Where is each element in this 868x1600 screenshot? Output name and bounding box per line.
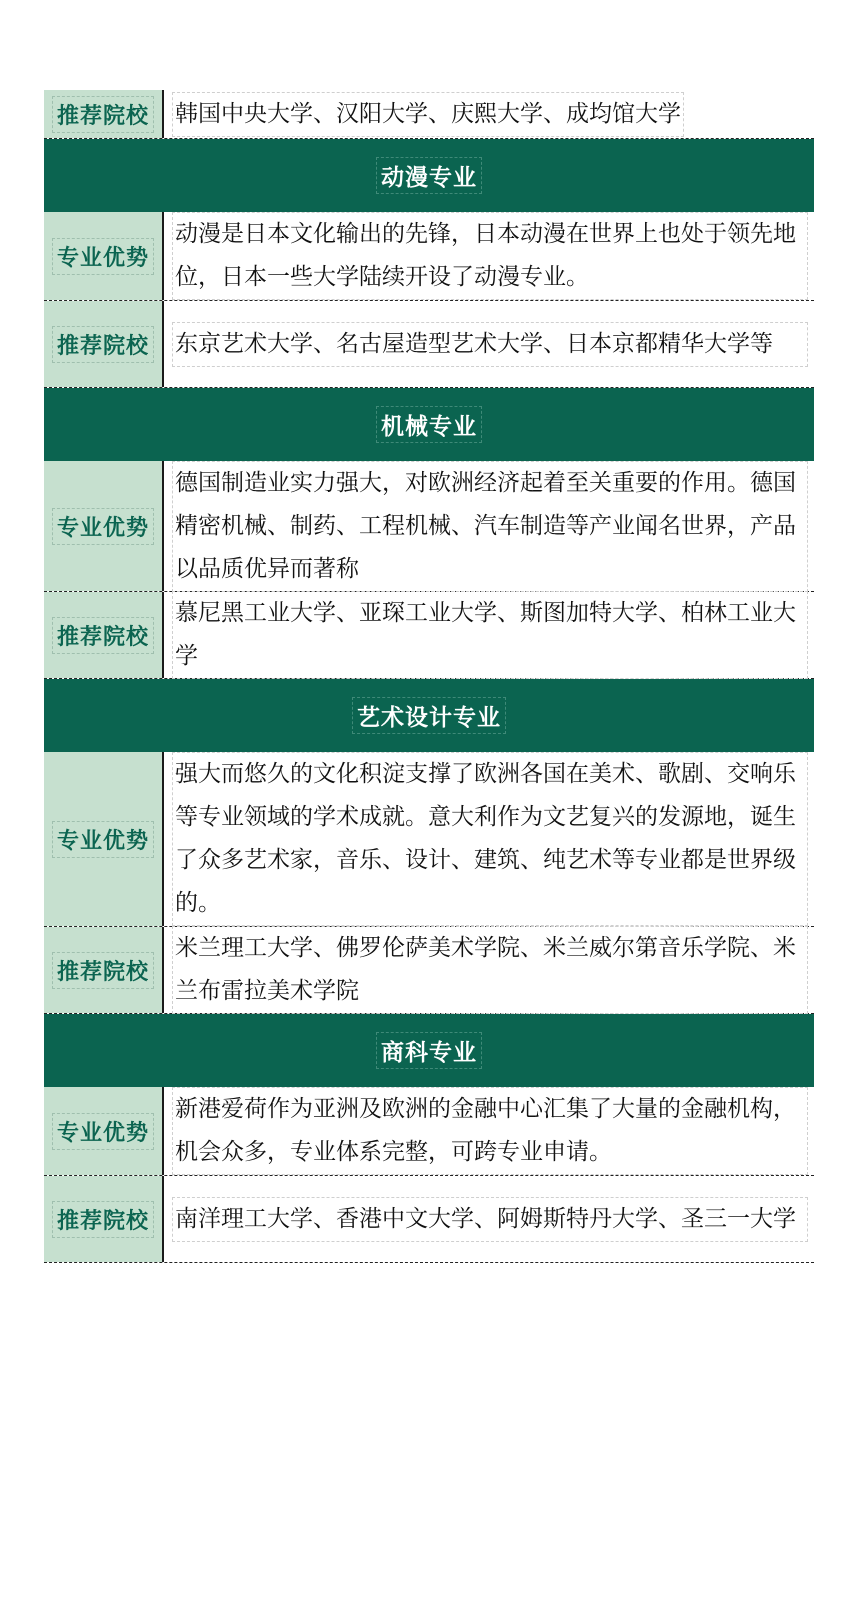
row-label bbox=[44, 461, 164, 591]
row-label bbox=[44, 927, 164, 1013]
row-label-text: 推荐院校 bbox=[52, 96, 154, 133]
row-content bbox=[164, 1176, 814, 1262]
row-content bbox=[164, 212, 814, 300]
row-content-text: 韩国中央大学、汉阳大学、庆熙大学、成均馆大学 bbox=[172, 92, 684, 137]
row-content-text: 米兰理工大学、佛罗伦萨美术学院、米兰威尔第音乐学院、米兰布雷拉美术学院 bbox=[172, 926, 808, 1014]
table-row-recommended bbox=[44, 1176, 814, 1263]
row-content bbox=[164, 301, 814, 387]
section-title: 机械专业 bbox=[376, 406, 482, 443]
row-label bbox=[44, 752, 164, 926]
section-header-anime bbox=[44, 139, 814, 212]
row-label bbox=[44, 592, 164, 678]
row-label-text: 专业优势 bbox=[52, 821, 154, 858]
row-content bbox=[164, 927, 814, 1013]
table-row-advantage bbox=[44, 752, 814, 927]
row-content bbox=[164, 1087, 814, 1175]
row-label bbox=[44, 1176, 164, 1262]
row-label-text: 推荐院校 bbox=[52, 952, 154, 989]
row-content-text: 德国制造业实力强大，对欧洲经济起着至关重要的作用。德国精密机械、制药、工程机械、汽车制造等产业闻名世界，产品以品质优异而著称 bbox=[172, 461, 808, 592]
row-content-text: 南洋理工大学、香港中文大学、阿姆斯特丹大学、圣三一大学 bbox=[172, 1197, 808, 1242]
table-row-recommended bbox=[44, 592, 814, 679]
row-content-text: 动漫是日本文化输出的先锋，日本动漫在世界上也处于领先地位，日本一些大学陆续开设了动漫专业。 bbox=[172, 212, 808, 300]
row-label bbox=[44, 301, 164, 387]
row-content-text: 新港爱荷作为亚洲及欧洲的金融中心汇集了大量的金融机构，机会众多，专业体系完整，可跨专业申请。 bbox=[172, 1087, 808, 1175]
table-row-recommended bbox=[44, 927, 814, 1014]
section-header-art-design bbox=[44, 679, 814, 752]
row-label-text: 专业优势 bbox=[52, 508, 154, 545]
row-label-text: 专业优势 bbox=[52, 238, 154, 275]
row-label bbox=[44, 90, 164, 138]
row-content bbox=[164, 592, 814, 678]
table-row-advantage bbox=[44, 212, 814, 301]
row-label-text: 专业优势 bbox=[52, 1113, 154, 1150]
table-row-advantage bbox=[44, 1087, 814, 1176]
row-label-text: 推荐院校 bbox=[52, 326, 154, 363]
row-content bbox=[164, 752, 814, 926]
table-row-recommended bbox=[44, 301, 814, 388]
table-row-advantage bbox=[44, 461, 814, 592]
section-title: 艺术设计专业 bbox=[352, 697, 506, 734]
section-header-business bbox=[44, 1014, 814, 1087]
row-label-text: 推荐院校 bbox=[52, 1201, 154, 1238]
table-row-recommended bbox=[44, 90, 814, 139]
section-header-mechanical bbox=[44, 388, 814, 461]
row-content bbox=[164, 90, 814, 138]
row-label bbox=[44, 212, 164, 300]
row-content bbox=[164, 461, 814, 591]
row-label-text: 推荐院校 bbox=[52, 617, 154, 654]
section-title: 动漫专业 bbox=[376, 157, 482, 194]
major-table bbox=[44, 90, 814, 1263]
row-content-text: 强大而悠久的文化积淀支撑了欧洲各国在美术、歌剧、交响乐等专业领域的学术成就。意大利作为文艺复兴的发源地，诞生了众多艺术家，音乐、设计、建筑、纯艺术等专业都是世界级的。 bbox=[172, 752, 808, 926]
row-content-text: 东京艺术大学、名古屋造型艺术大学、日本京都精华大学等 bbox=[172, 322, 808, 367]
row-content-text: 慕尼黑工业大学、亚琛工业大学、斯图加特大学、柏林工业大学 bbox=[172, 591, 808, 679]
row-label bbox=[44, 1087, 164, 1175]
section-title: 商科专业 bbox=[376, 1032, 482, 1069]
